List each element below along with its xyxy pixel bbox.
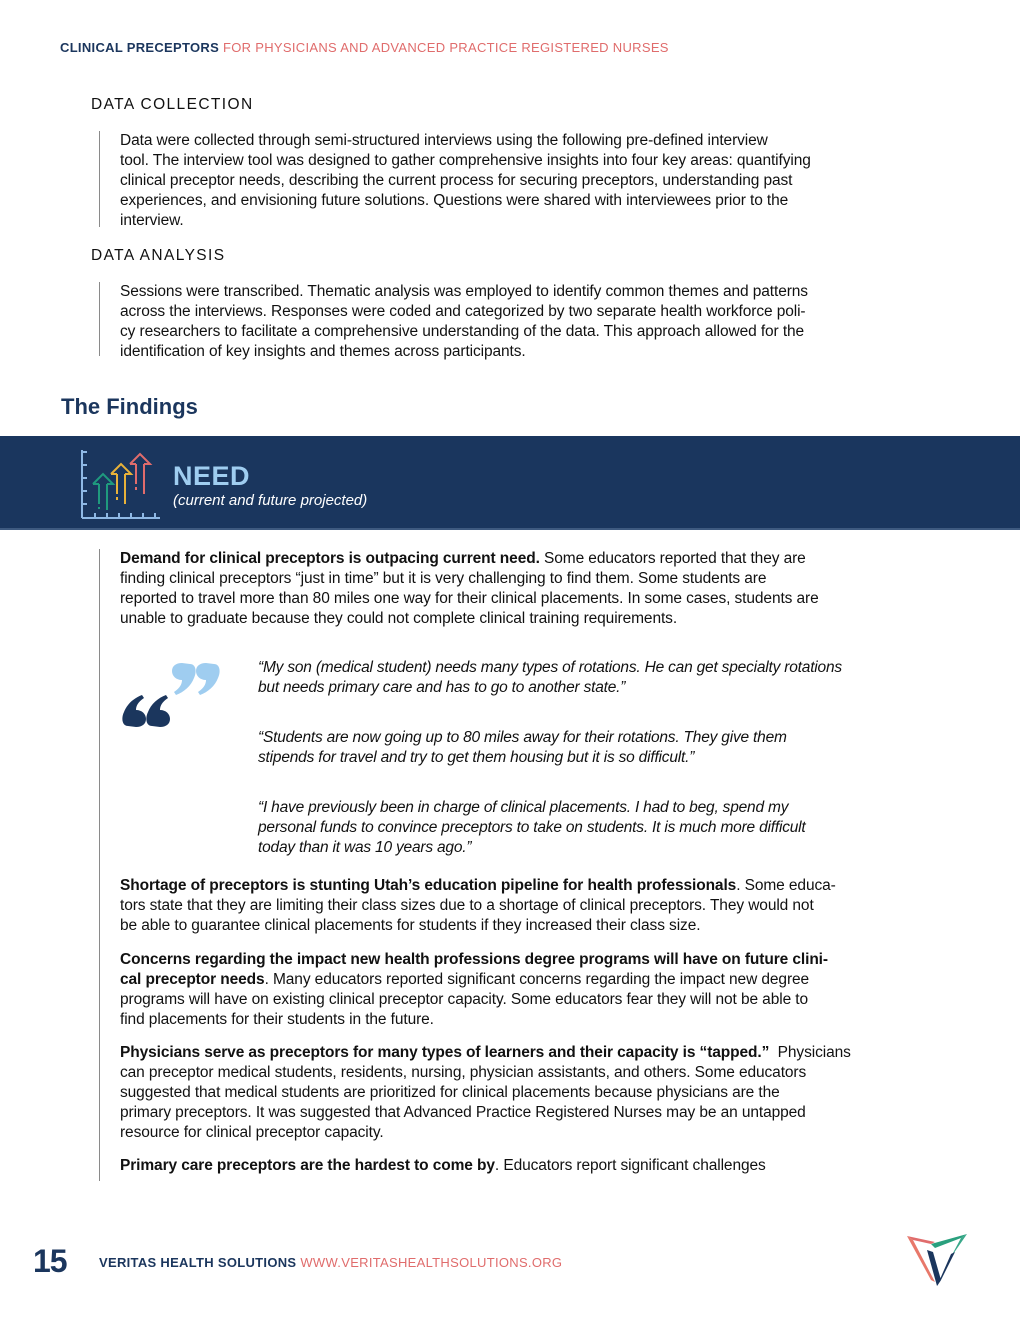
text-line: Data were collected through semi-structured interviews using the following pre-defined interview (120, 132, 768, 149)
text-line: “My son (medical student) needs many types of rotations. He can get specialty rotations (258, 659, 842, 676)
text-line: resource for clinical preceptor capacity. (120, 1124, 384, 1141)
text-line: tool. The interview tool was designed to gather comprehensive insights into four key areas: quantifying (120, 152, 811, 169)
text-line: tors state that they are limiting their class sizes due to a shortage of clinical preceptors. They would not (120, 897, 814, 914)
running-header (60, 40, 669, 55)
text-line: cy researchers to facilitate a comprehensive understanding of the data. This approach allowed for the (120, 323, 805, 340)
text-line: stipends for travel and try to get them housing but it is so difficult.” (258, 749, 695, 766)
data-analysis-text (120, 282, 808, 362)
text-line: but needs primary care and has to go to another state.” (258, 679, 626, 696)
text-line: can preceptor medical students, residents, nursing, physician assistants, and others. Some educators (120, 1064, 807, 1081)
text-line: primary preceptors. It was suggested that Advanced Practice Registered Nurses may be an untapped (120, 1104, 806, 1121)
finding-lead: Primary care preceptors are the hardest to come by (120, 1157, 495, 1174)
text-line: programs will have on existing clinical preceptor capacity. Some educators fear they will not be able to (120, 991, 809, 1008)
text-line: interview. (120, 212, 184, 229)
data-collection-heading: DATA COLLECTION (91, 96, 254, 113)
text-line: Some educators reported that they are (539, 550, 806, 567)
text-line: suggested that medical students are prioritized for clinical placements because physicians are the (120, 1084, 780, 1101)
footer-url-link[interactable]: WWW.VERITASHEALTHSOLUTIONS.ORG (300, 1255, 563, 1270)
text-line: Sessions were transcribed. Thematic analysis was employed to identify common themes and patterns (120, 283, 808, 300)
text-line: today than it was 10 years ago.” (258, 839, 472, 856)
text-line: “Students are now going up to 80 miles away for their rotations. They give them (258, 729, 787, 746)
text-line: identification of key insights and themes across participants. (120, 343, 526, 360)
text-line: experiences, and envisioning future solutions. Questions were shared with interviewees prior to the (120, 192, 789, 209)
need-subtitle: (current and future projected) (173, 492, 368, 509)
text-line: Physicians (769, 1044, 851, 1061)
running-header-subtitle: FOR PHYSICIANS AND ADVANCED PRACTICE REGISTERED NURSES (223, 40, 669, 55)
text-line: . Many educators reported significant concerns regarding the impact new degree (264, 971, 810, 988)
findings-title: The Findings (61, 394, 198, 419)
finding-lead: Concerns regarding the impact new health professions degree programs will have on future clini- (120, 951, 828, 968)
data-analysis-heading: DATA ANALYSIS (91, 247, 226, 264)
data-collection-text (120, 131, 811, 231)
running-header-title: CLINICAL PRECEPTORS (60, 40, 220, 55)
rising-arrows-chart-icon (78, 448, 166, 522)
text-line: finding clinical preceptors “just in time” but it is very challenging to find them. Some students are (120, 570, 767, 587)
findings-rule (99, 549, 100, 1181)
text-line: personal funds to convince preceptors to take on students. It is much more difficult (258, 819, 806, 836)
finding-lead: Shortage of preceptors is stunting Utah’s education pipeline for health professionals (120, 877, 737, 894)
quote (258, 728, 968, 768)
quote (258, 798, 968, 858)
footer-credit (99, 1255, 562, 1270)
quotation-mark-icon (122, 660, 232, 730)
text-line: unable to graduate because they could not complete clinical training requirements. (120, 610, 678, 627)
text-line: reported to travel more than 80 miles one way for their clinical placements. In some cases, students are (120, 590, 819, 607)
finding-lead: Demand for clinical preceptors is outpacing current need. (120, 550, 540, 567)
footer-org-name: VERITAS HEALTH SOLUTIONS (99, 1255, 297, 1270)
page-number: 15 (33, 1243, 67, 1279)
finding-paragraph (120, 1156, 970, 1176)
need-title: NEED (173, 461, 251, 491)
text-line: across the interviews. Responses were coded and categorized by two separate health workforce poli- (120, 303, 806, 320)
finding-lead-cont: cal preceptor needs (120, 971, 265, 988)
quote (258, 658, 968, 698)
finding-lead: Physicians serve as preceptors for many types of learners and their capacity is “tapped.” (120, 1044, 770, 1061)
text-line: be able to guarantee clinical placements for students if they increased their class size. (120, 917, 701, 934)
veritas-triangle-logo (905, 1230, 969, 1288)
text-line: find placements for their students in the future. (120, 1011, 434, 1028)
finding-paragraph (120, 1043, 970, 1143)
data-collection-block (99, 131, 811, 227)
text-line: “I have previously been in charge of clinical placements. I had to beg, spend my (258, 799, 789, 816)
text-line: clinical preceptor needs, describing the current process for securing preceptors, understanding past (120, 172, 793, 189)
need-banner (0, 436, 1020, 530)
text-line: . Educators report significant challenges (494, 1157, 766, 1174)
finding-paragraph (120, 549, 970, 629)
data-analysis-block (99, 282, 808, 360)
finding-paragraph (120, 876, 970, 936)
text-line: . Some educa- (736, 877, 836, 894)
finding-paragraph (120, 950, 970, 1030)
